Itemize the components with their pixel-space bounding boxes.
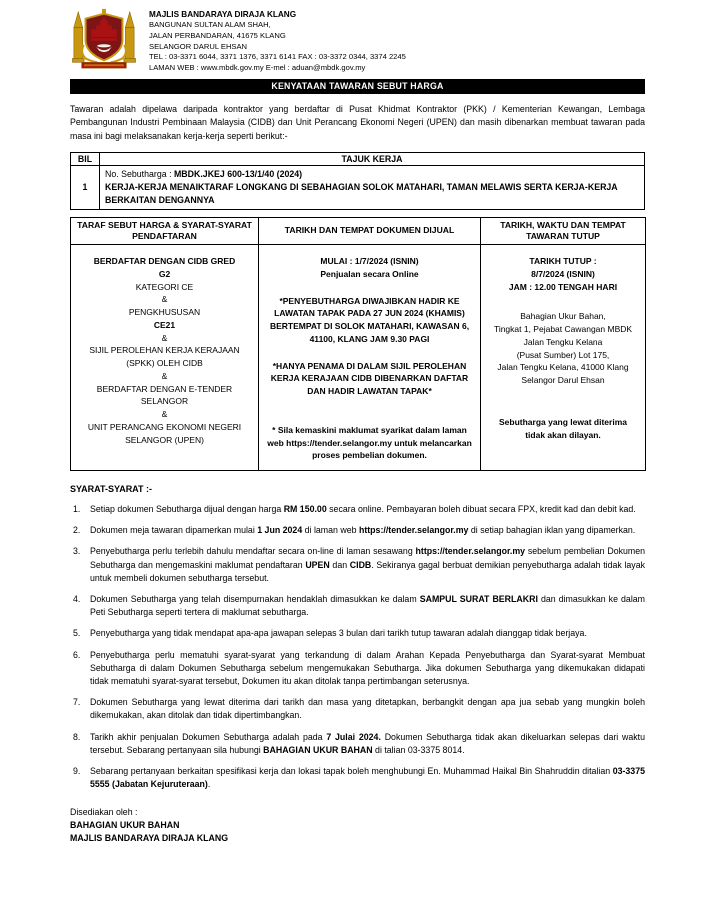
cell-line: SIJIL PEROLEHAN KERJA KERAJAAN (SPKK) OLEH CIDB [89, 345, 240, 369]
condition-number: 8. [73, 731, 81, 742]
condition-number: 7. [73, 697, 81, 708]
job-table-header-row [71, 153, 645, 166]
registration-requirements-cell [71, 245, 259, 471]
job-table-row [71, 166, 645, 209]
detail-table [70, 217, 646, 471]
org-tel-fax: TEL : 03-3371 6044, 3371 1376, 3371 6141 FAX : 03-3372 0344, 3374 2245 [149, 52, 406, 62]
condition-text: Penyebutharga perlu mematuhi syarat-syarat yang terkandung di dalam Arahan Kepada Penyebutharga dan Syarat-syarat Membuat Sebutharga di dalam Dokumen Sebutharga sebelum mengemukakan Sebutharga. Jika dokumen Sebutharga yang dikemukakan didapati tidak mematuhi syarat-syarat tersebut, Dokumen itu akan ditolak tanpa pertimbangan seterusnya. [90, 649, 645, 686]
org-address-line1: BANGUNAN SULTAN ALAM SHAH, [149, 20, 271, 30]
condition-text: Penyebutharga perlu terlebih dahulu mendaftar secara on-line di laman sesawang https://tender.selangor.my sebelum pembelian Dokumen Sebutharga dan mengemaskini maklumat pendaftaran UPEN dan CIDB. Sekiranya gagal berbuat demikian penyebutharga adalah tidak layak untuk membeli dokumen sebutharga tersebut. [90, 546, 645, 583]
condition-number: 3. [73, 546, 81, 557]
cell-line: & [161, 294, 168, 305]
detail-header-registration: TARAF SEBUT HARGA & SYARAT-SYARAT PENDAFTARAN [71, 217, 259, 244]
condition-number: 2. [73, 525, 81, 536]
condition-item [70, 545, 645, 585]
org-address-line3: SELANGOR DARUL EHSAN [149, 41, 248, 51]
cell-line: CE21 [153, 319, 176, 330]
condition-number: 4. [73, 594, 81, 605]
letterhead-text [149, 7, 406, 74]
org-name: MAJLIS BANDARAYA DIRAJA KLANG [149, 10, 297, 19]
cell-line: BERDAFTAR DENGAN E-TENDER SELANGOR [96, 383, 233, 407]
condition-item [70, 524, 645, 537]
cell-line: KATEGORI CE [135, 281, 194, 292]
condition-text: Dokumen meja tawaran dipamerkan mulai 1 Jun 2024 di laman web https://tender.selangor.my di setiap bahagian iklan yang dipamerkan. [90, 525, 636, 536]
cell-line: UNIT PERANCANG EKONOMI NEGERI SELANGOR (UPEN) [87, 421, 242, 445]
condition-item [70, 593, 645, 619]
job-title: KERJA-KERJA MENAIKTARAF LONGKANG DI SEBAHAGIAN SOLOK MATAHARI, TAMAN MELAWIS SERTA KERJA-KERJA BERKAITAN DENGANNYA [105, 182, 618, 205]
detail-table-header-row [71, 217, 646, 244]
job-table-header-bil: BIL [71, 153, 100, 166]
condition-text: Dokumen Sebutharga yang telah disempurnakan hendaklah dimasukkan ke dalam SAMPUL SURAT BERLAKRI dan dimasukkan ke dalam Peti Sebutharga seperti tertera di maklumat sebutharga. [90, 594, 645, 618]
cell-line: Selangor Darul Ehsan [521, 375, 605, 386]
condition-item [70, 649, 645, 689]
document-sale-cell [259, 245, 481, 471]
prepared-by-block [70, 806, 645, 844]
late-submission-note: Sebutharga yang lewat diterima tidak akan dilayan. [498, 416, 627, 440]
notice-title-banner: KENYATAAN TAWARAN SEBUT HARGA [70, 79, 645, 94]
cell-line: (Pusat Sumber) Lot 175, [516, 349, 610, 360]
company-update-note: * Sila kemaskini maklumat syarikat dalam laman web https://tender.selangor.my untuk melancarkan proses pembelian dokumen. [267, 424, 472, 461]
job-number: 1 [71, 166, 100, 209]
condition-number: 5. [73, 628, 81, 639]
job-description-cell [100, 166, 645, 209]
quotation-ref-number: MBDK.JKEJ 600-13/1/40 (2024) [173, 169, 303, 180]
cell-line: Jalan Tengku Kelana, 41000 Klang [497, 362, 629, 373]
cell-line: Tingkat 1, Pejabat Cawangan MBDK [493, 324, 633, 335]
prepared-by-label: Disediakan oleh : [70, 807, 138, 818]
org-web-email: LAMAN WEB : www.mbdk.gov.my E-mel : aduan@mbdk.gov.my [149, 62, 366, 72]
site-visit-notice: *PENYEBUTHARGA DIWAJIBKAN HADIR KE LAWATAN TAPAK PADA 27 JUN 2024 (KHAMIS) BERTEMPAT DI SOLOK MATAHARI, KAWASAN 6, 41100, KLANG JAM 9.30 PAGI [269, 295, 470, 344]
closing-datetime: TARIKH TUTUP : 8/7/2024 (ISNIN) JAM : 12.00 TENGAH HARI [489, 255, 637, 293]
job-table-header-title: TAJUK KERJA [100, 153, 645, 166]
detail-table-body-row [71, 245, 646, 471]
cell-line: & [161, 370, 168, 381]
prepared-by-organisation: MAJLIS BANDARAYA DIRAJA KLANG [70, 832, 229, 843]
conditions-list [70, 503, 645, 791]
job-table [70, 152, 645, 209]
detail-header-sale: TARIKH DAN TEMPAT DOKUMEN DIJUAL [259, 217, 481, 244]
mbdk-crest-logo [70, 7, 138, 71]
condition-number: 9. [73, 765, 81, 776]
cell-line: Bahagian Ukur Bahan, [520, 311, 606, 322]
condition-text: Dokumen Sebutharga yang lewat diterima dari tarikh dan masa yang ditetapkan, berbangkit dengan apa jua sebab yang mungkin boleh dikemukakan, akan ditolak dan tidak dipertimbangkan. [90, 697, 645, 721]
org-address-line2: JALAN PERBANDARAN, 41675 KLANG [149, 31, 286, 41]
condition-item [70, 765, 645, 791]
submission-address [489, 310, 637, 387]
condition-item [70, 731, 645, 757]
detail-header-closing: TARIKH, WAKTU DAN TEMPAT TAWARAN TUTUP [481, 217, 646, 244]
closing-date: 8/7/2024 (ISNIN) [531, 268, 595, 279]
condition-item [70, 503, 645, 516]
closing-info-cell [481, 245, 646, 471]
condition-text: Tarikh akhir penjualan Dokumen Sebutharga adalah pada 7 Julai 2024. Dokumen Sebutharga tidak akan dikeluarkan selepas dari waktu tersebut. Sebarang pertanyaan sila hubungi BAHAGIAN UKUR BAHAN di talian 03-3375 8014. [90, 731, 645, 755]
cell-line: & [161, 332, 168, 343]
condition-text: Penyebutharga yang tidak mendapat apa-apa jawapan selepas 3 bulan dari tarikh tutup tawaran adalah dianggap tidak berjaya. [90, 628, 587, 639]
condition-item [70, 627, 645, 640]
condition-number: 6. [73, 649, 81, 660]
intro-paragraph: Tawaran adalah dipelawa daripada kontraktor yang berdaftar di Pusat Khidmat Kontraktor (PKK) / Kementerian Kewangan, Lembaga Pembangunan Industri Pembinaan Malaysia (CIDB) dan Unit Perancang Ekonomi Negeri (UPEN) dan masih dibenarkan membuat tawaran pada masa ini bagi melaksanakan kerja-kerja seperti berikut:- [70, 103, 645, 141]
conditions-heading: SYARAT-SYARAT :- [70, 484, 153, 495]
condition-number: 1. [73, 504, 81, 515]
condition-text: Setiap dokumen Sebutharga dijual dengan harga RM 150.00 secara online. Pembayaran boleh dibuat secara FPX, kredit kad dan debit kad. [90, 504, 636, 515]
sale-start: MULAI : 1/7/2024 (ISNIN) Penjualan secara Online [267, 255, 472, 281]
cell-line: BERDAFTAR DENGAN CIDB GRED [93, 256, 236, 267]
prepared-by-department: BAHAGIAN UKUR BAHAN [70, 820, 180, 831]
cell-line: PENGKHUSUSAN [128, 307, 201, 318]
cell-line: & [161, 409, 168, 420]
sale-mode: Penjualan secara Online [320, 268, 419, 279]
site-visit-restriction: *HANYA PENAMA DI DALAM SIJIL PEROLEHAN KERJA KERAJAAN CIDB DIBENARKAN DAFTAR DAN HADIR LAWATAN TAPAK* [270, 360, 469, 397]
condition-text: Sebarang pertanyaan berkaitan spesifikasi kerja dan lokasi tapak boleh menghubungi En. Muhammad Haikal Bin Shahruddin ditalian 03-3375 5555 (Jabatan Kejuruteraan). [90, 765, 645, 790]
closing-time: JAM : 12.00 TENGAH HARI [508, 281, 618, 292]
condition-item [70, 696, 645, 722]
cell-line: Jalan Tengku Kelana [523, 336, 603, 347]
quotation-ref: No. Sebutharga : MBDK.JKEJ 600-13/1/40 (2024) [105, 169, 303, 180]
cell-line: G2 [158, 268, 171, 279]
letterhead [70, 7, 645, 74]
